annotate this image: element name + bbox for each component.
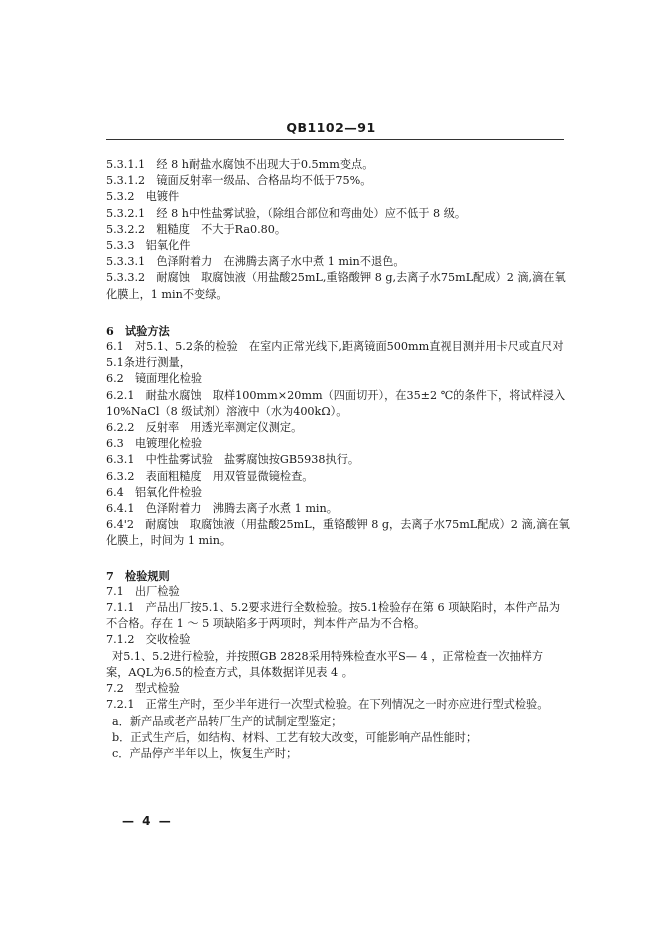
page-number: — 4 — (122, 814, 173, 828)
spacer (106, 550, 568, 568)
clause-5-3-2-1: 5.3.2.1 经 8 h中性盐雾试验，（除组合部位和弯曲处）应不低于 8 级。 (106, 206, 467, 220)
clause-6-2-1: 6.2.1 耐盐水腐蚀 取样100mm×20mm（四面切开），在35±2 ℃的条件下，将试样浸入 (106, 388, 566, 402)
clause-6-2-2: 6.2.2 反射率 用透光率测定仪测定。 (106, 421, 303, 435)
clause-6-2-1-cont: 10%NaCl（8 级试剂）溶液中（水为400kΩ）。 (106, 404, 348, 418)
clause-5-3-1-2: 5.3.1.2 镜面反射率一级品、合格品均不低于75%。 (106, 174, 372, 188)
clause-7-1-1-cont: 不合格。存在 1 ～ 5 项缺陷多于两项时，判本件产品为不合格。 (106, 617, 426, 631)
clause-6-4: 6.4 铝氧化件检验 (106, 485, 203, 499)
clause-6-2: 6.2 镜面理化检验 (106, 372, 203, 386)
list-item-c: c．产品停产半年以上，恢复生产时； (112, 746, 298, 760)
clause-6-4-2-cont: 化膜上，时间为 1 min。 (106, 534, 232, 548)
clause-7-1: 7.1 出厂检验 (106, 584, 180, 598)
clause-7-1-1: 7.1.1 产品出厂按5.1、5.2要求进行全数检验。按5.1检验存在第 6 项缺陷时，本件产品为 (106, 601, 561, 615)
clause-6-4-2: 6.4'2 耐腐蚀 取腐蚀液（用盐酸25mL，重铬酸钾 8 g，去离子水75mL配成）2 滴,滴在氧 (106, 518, 570, 532)
clause-6-4-1: 6.4.1 色泽附着力 沸腾去离子水煮 1 min。 (106, 502, 338, 516)
section-7-heading: 7 检验规则 (106, 568, 170, 583)
clause-5-3-3-2-cont: 化膜上，1 min不变绿。 (106, 287, 228, 301)
clause-5-3-1-1: 5.3.1.1 经 8 h耐盐水腐蚀不出现大于0.5mm变点。 (106, 158, 374, 171)
clause-6-3-2: 6.3.2 表面粗糙度 用双管显微镜检查。 (106, 469, 314, 483)
section-6-heading: 6 试验方法 (106, 323, 170, 338)
clause-5-3-3-2: 5.3.3.2 耐腐蚀 取腐蚀液（用盐酸25mL,重铬酸钾 8 g,去离子水75mL配成）2 滴,滴在氧 (106, 271, 566, 285)
clause-7-1-2-cont: 案，AQL为6.5的检查方式，具体数据详见表 4 。 (106, 665, 353, 679)
clause-6-3-1: 6.3.1 中性盐雾试验 盐雾腐蚀按GB5938执行。 (106, 453, 360, 467)
clause-6-1-cont: 5.1条进行测量， (106, 356, 191, 370)
document-body (106, 157, 568, 762)
clause-6-3: 6.3 电镀理化检验 (106, 437, 203, 451)
clause-5-3-3: 5.3.3 铝氧化件 (106, 239, 191, 253)
clause-5-3-2: 5.3.2 电镀件 (106, 190, 180, 204)
clause-7-1-2-body: 对5.1、5.2进行检验，并按照GB 2828采用特殊检查水平S— 4 ，正常检查一次抽样方 (112, 649, 544, 663)
clause-6-1: 6.1 对5.1、5.2条的检验 在室内正常光线下,距离镜面500mm直视目测并用卡尺或直尺对 (106, 340, 564, 354)
standard-code-header: QB1102—91 (286, 120, 376, 135)
clause-5-3-2-2: 5.3.2.2 粗糙度 不大于Ra0.80。 (106, 222, 287, 236)
list-item-b: b．正式生产后，如结构、材料、工艺有较大改变，可能影响产品性能时； (112, 730, 478, 744)
list-item-a: a．新产品或老产品转厂生产的试制定型鉴定； (112, 714, 343, 728)
header-rule (106, 139, 564, 140)
clause-5-3-3-1: 5.3.3.1 色泽附着力 在沸腾去离子水中煮 1 min不退色。 (106, 255, 405, 269)
clause-7-1-2: 7.1.2 交收检验 (106, 633, 191, 647)
spacer (106, 303, 568, 323)
clause-7-2-1: 7.2.1 正常生产时，至少半年进行一次型式检验。在下列情况之一时亦应进行型式检验。 (106, 698, 549, 712)
clause-7-2: 7.2 型式检验 (106, 682, 180, 696)
